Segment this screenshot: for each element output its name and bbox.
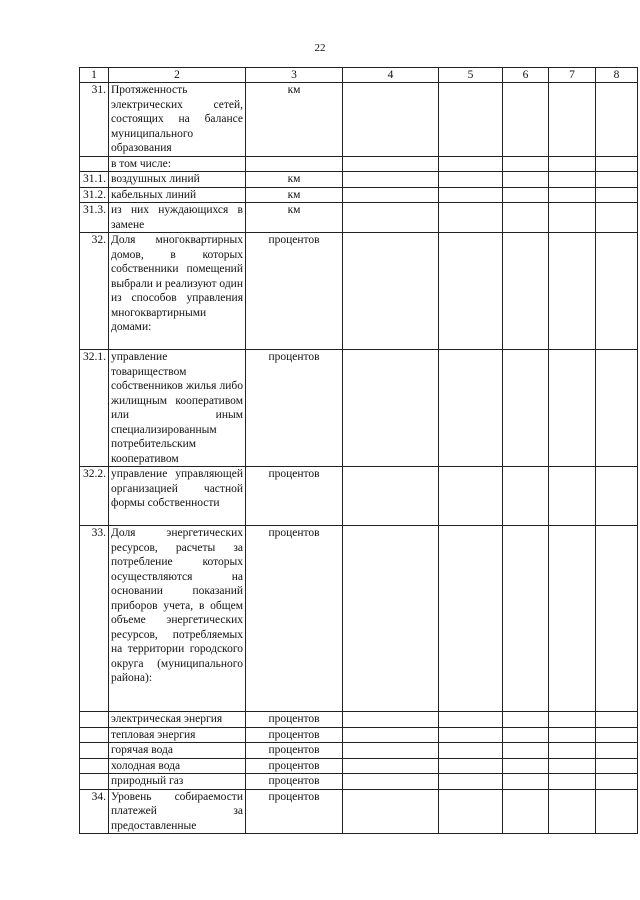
value-cell: [503, 83, 549, 157]
header-cell: 7: [549, 68, 596, 83]
value-cell: [596, 774, 638, 790]
table-row: [80, 172, 638, 188]
value-cell: [439, 172, 503, 188]
row-number: [80, 774, 109, 790]
unit-cell: км: [246, 172, 343, 188]
value-cell: [503, 789, 549, 834]
value-cell: [549, 172, 596, 188]
header-cell: 5: [439, 68, 503, 83]
value-cell: [503, 727, 549, 743]
value-cell: [503, 187, 549, 203]
table-row: [80, 156, 638, 172]
header-cell: 8: [596, 68, 638, 83]
value-cell: [343, 172, 439, 188]
row-number: [80, 727, 109, 743]
table-row: [80, 727, 638, 743]
value-cell: [549, 789, 596, 834]
indicator-name: кабельных линий: [109, 187, 246, 203]
value-cell: [503, 233, 549, 350]
value-cell: [439, 743, 503, 759]
unit-cell: км: [246, 83, 343, 157]
table-row: [80, 187, 638, 203]
value-cell: [343, 727, 439, 743]
value-cell: [596, 789, 638, 834]
header-row: [80, 68, 638, 83]
value-cell: [439, 203, 503, 233]
unit-cell: [246, 156, 343, 172]
value-cell: [439, 789, 503, 834]
indicator-name: из них нуждающихся в замене: [109, 203, 246, 233]
value-cell: [439, 526, 503, 712]
value-cell: [343, 233, 439, 350]
table-row: [80, 83, 638, 157]
value-cell: [439, 187, 503, 203]
unit-cell: процентов: [246, 350, 343, 467]
value-cell: [439, 233, 503, 350]
table-row: [80, 758, 638, 774]
value-cell: [549, 712, 596, 728]
value-cell: [549, 350, 596, 467]
header-cell: 4: [343, 68, 439, 83]
row-number: 31.1.: [80, 172, 109, 188]
unit-cell: процентов: [246, 743, 343, 759]
value-cell: [549, 187, 596, 203]
value-cell: [503, 467, 549, 526]
value-cell: [596, 156, 638, 172]
unit-cell: процентов: [246, 758, 343, 774]
value-cell: [439, 350, 503, 467]
indicator-name: Доля многоквартирных домов, в которых собственники помещений выбрали и реализуют один из способов управления многоквартирными домами:: [109, 233, 246, 350]
value-cell: [596, 350, 638, 467]
value-cell: [549, 83, 596, 157]
value-cell: [549, 758, 596, 774]
row-number: [80, 712, 109, 728]
table-row: [80, 467, 638, 526]
value-cell: [503, 758, 549, 774]
value-cell: [343, 467, 439, 526]
indicator-name: природный газ: [109, 774, 246, 790]
value-cell: [596, 203, 638, 233]
table-row: [80, 774, 638, 790]
value-cell: [549, 156, 596, 172]
table-row: [80, 712, 638, 728]
header-cell: 1: [80, 68, 109, 83]
value-cell: [439, 83, 503, 157]
value-cell: [549, 233, 596, 350]
value-cell: [343, 743, 439, 759]
indicator-name: горячая вода: [109, 743, 246, 759]
row-number: 33.: [80, 526, 109, 712]
value-cell: [549, 774, 596, 790]
value-cell: [439, 712, 503, 728]
unit-cell: процентов: [246, 467, 343, 526]
value-cell: [549, 526, 596, 712]
value-cell: [343, 83, 439, 157]
header-cell: 6: [503, 68, 549, 83]
unit-cell: процентов: [246, 789, 343, 834]
table-row: [80, 233, 638, 350]
value-cell: [343, 774, 439, 790]
value-cell: [343, 187, 439, 203]
value-cell: [503, 350, 549, 467]
value-cell: [549, 727, 596, 743]
indicator-name: Уровень собираемости платежей за предоставленные: [109, 789, 246, 834]
row-number: 34.: [80, 789, 109, 834]
value-cell: [439, 774, 503, 790]
value-cell: [549, 203, 596, 233]
indicator-name: в том числе:: [109, 156, 246, 172]
unit-cell: процентов: [246, 712, 343, 728]
row-number: [80, 156, 109, 172]
value-cell: [596, 233, 638, 350]
value-cell: [596, 467, 638, 526]
value-cell: [503, 743, 549, 759]
row-number: 32.2.: [80, 467, 109, 526]
row-number: [80, 758, 109, 774]
value-cell: [549, 467, 596, 526]
value-cell: [596, 743, 638, 759]
value-cell: [343, 526, 439, 712]
value-cell: [549, 743, 596, 759]
value-cell: [439, 156, 503, 172]
value-cell: [343, 203, 439, 233]
value-cell: [343, 758, 439, 774]
row-number: 31.3.: [80, 203, 109, 233]
value-cell: [439, 758, 503, 774]
unit-cell: процентов: [246, 727, 343, 743]
unit-cell: процентов: [246, 774, 343, 790]
value-cell: [596, 727, 638, 743]
indicator-name: электрическая энергия: [109, 712, 246, 728]
indicator-name: тепловая энергия: [109, 727, 246, 743]
value-cell: [503, 712, 549, 728]
value-cell: [503, 203, 549, 233]
value-cell: [596, 758, 638, 774]
table-row: [80, 203, 638, 233]
row-number: 32.: [80, 233, 109, 350]
row-number: 32.1.: [80, 350, 109, 467]
indicators-table: [79, 67, 638, 834]
value-cell: [596, 187, 638, 203]
value-cell: [503, 774, 549, 790]
indicator-name: управление товариществом собственников жилья либо жилищным кооперативом или иным специализированным потребительским кооперативом: [109, 350, 246, 467]
unit-cell: км: [246, 187, 343, 203]
value-cell: [343, 712, 439, 728]
table-row: [80, 789, 638, 834]
indicator-name: Протяженность электрических сетей, состоящих на балансе муниципального образования: [109, 83, 246, 157]
indicator-name: управление управляющей организацией частной формы собственности: [109, 467, 246, 526]
value-cell: [503, 156, 549, 172]
value-cell: [503, 526, 549, 712]
row-number: 31.2.: [80, 187, 109, 203]
value-cell: [343, 789, 439, 834]
unit-cell: процентов: [246, 526, 343, 712]
value-cell: [596, 712, 638, 728]
value-cell: [343, 350, 439, 467]
value-cell: [439, 467, 503, 526]
value-cell: [503, 172, 549, 188]
value-cell: [596, 172, 638, 188]
indicator-name: Доля энергетических ресурсов, расчеты за потребление которых осуществляются на основании показаний приборов учета, в общем объеме энергетических ресурсов, потребляемых на территории городского округа (муниципального района):: [109, 526, 246, 712]
value-cell: [343, 156, 439, 172]
value-cell: [439, 727, 503, 743]
unit-cell: км: [246, 203, 343, 233]
value-cell: [596, 83, 638, 157]
indicator-name: холодная вода: [109, 758, 246, 774]
row-number: [80, 743, 109, 759]
table-row: [80, 743, 638, 759]
value-cell: [596, 526, 638, 712]
header-cell: 2: [109, 68, 246, 83]
indicator-name: воздушных линий: [109, 172, 246, 188]
page-number: 22: [314, 42, 326, 54]
unit-cell: процентов: [246, 233, 343, 350]
header-cell: 3: [246, 68, 343, 83]
row-number: 31.: [80, 83, 109, 157]
table-row: [80, 526, 638, 712]
table-row: [80, 350, 638, 467]
